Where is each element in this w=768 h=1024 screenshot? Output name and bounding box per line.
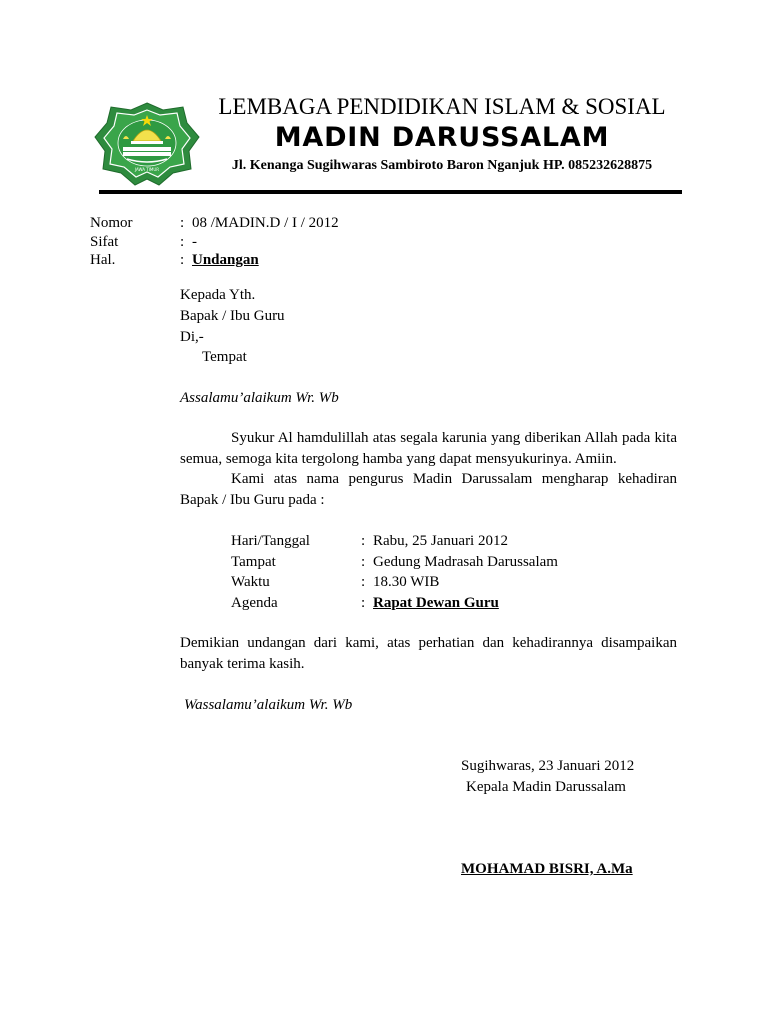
meta-label-sifat: Sifat: [90, 234, 119, 250]
meta-value-nomor: 08 /MADIN.D / I / 2012: [192, 215, 339, 231]
farewell: Wassalamu’alaikum Wr. Wb: [184, 697, 353, 713]
detail-label-place: Tampat: [231, 554, 276, 570]
greeting: Assalamu’alaikum Wr. Wb: [180, 390, 339, 406]
detail-value-date: Rabu, 25 Januari 2012: [373, 533, 508, 549]
meta-colon: :: [180, 215, 185, 231]
school-address: Jl. Kenanga Sugihwaras Sambiroto Baron Nganjuk HP. 085232628875: [231, 158, 653, 173]
meta-colon: :: [180, 252, 185, 268]
svg-text:JAWA TIMUR: JAWA TIMUR: [134, 167, 160, 172]
detail-label-time: Waktu: [231, 574, 270, 590]
signature-name: MOHAMAD BISRI, A.Ma: [461, 861, 633, 877]
closing-text: Demikian undangan dari kami, atas perhatian dan kehadirannya disampaikan banyak terima kasih.: [180, 635, 677, 672]
recipient-line-4: Tempat: [202, 349, 247, 365]
detail-value-place: Gedung Madrasah Darussalam: [373, 554, 558, 570]
body-text-2: Kami atas nama pengurus Madin Darussalam mengharap kehadiran Bapak / Ibu Guru pada :: [180, 471, 677, 508]
detail-value-time: 18.30 WIB: [373, 574, 440, 590]
detail-colon: :: [361, 554, 366, 570]
detail-label-agenda: Agenda: [231, 595, 278, 611]
body-paragraph-1: [180, 428, 677, 470]
meta-label-hal: Hal.: [90, 252, 116, 268]
body-paragraph-2: [180, 469, 677, 511]
detail-colon: :: [361, 574, 366, 590]
closing-paragraph: [180, 633, 677, 675]
meta-label-nomor: Nomor: [90, 215, 133, 231]
detail-colon: :: [361, 595, 366, 611]
body-text-1: Syukur Al hamdulillah atas segala karunia yang diberikan Allah pada kita semua, semoga kita tergolong hamba yang dapat mensyukurinya. Amiin.: [180, 430, 677, 467]
signature-place-date: Sugihwaras, 23 Januari 2012: [461, 758, 635, 774]
detail-label-date: Hari/Tanggal: [231, 533, 310, 549]
meta-colon: :: [180, 234, 185, 250]
school-name: MADIN DARUSSALAM: [274, 122, 610, 153]
recipient-line-3: Di,-: [180, 329, 204, 345]
meta-value-sifat: -: [192, 234, 197, 250]
letterhead-divider: [99, 190, 682, 194]
signature-position: Kepala Madin Darussalam: [466, 779, 626, 795]
organization-name: LEMBAGA PENDIDIKAN ISLAM & SOSIAL: [218, 94, 666, 119]
detail-colon: :: [361, 533, 366, 549]
meta-value-hal: Undangan: [192, 252, 259, 268]
recipient-line-2: Bapak / Ibu Guru: [180, 308, 285, 324]
detail-value-agenda: Rapat Dewan Guru: [373, 595, 499, 611]
school-emblem-logo: [93, 101, 201, 187]
recipient-line-1: Kepada Yth.: [180, 287, 256, 303]
